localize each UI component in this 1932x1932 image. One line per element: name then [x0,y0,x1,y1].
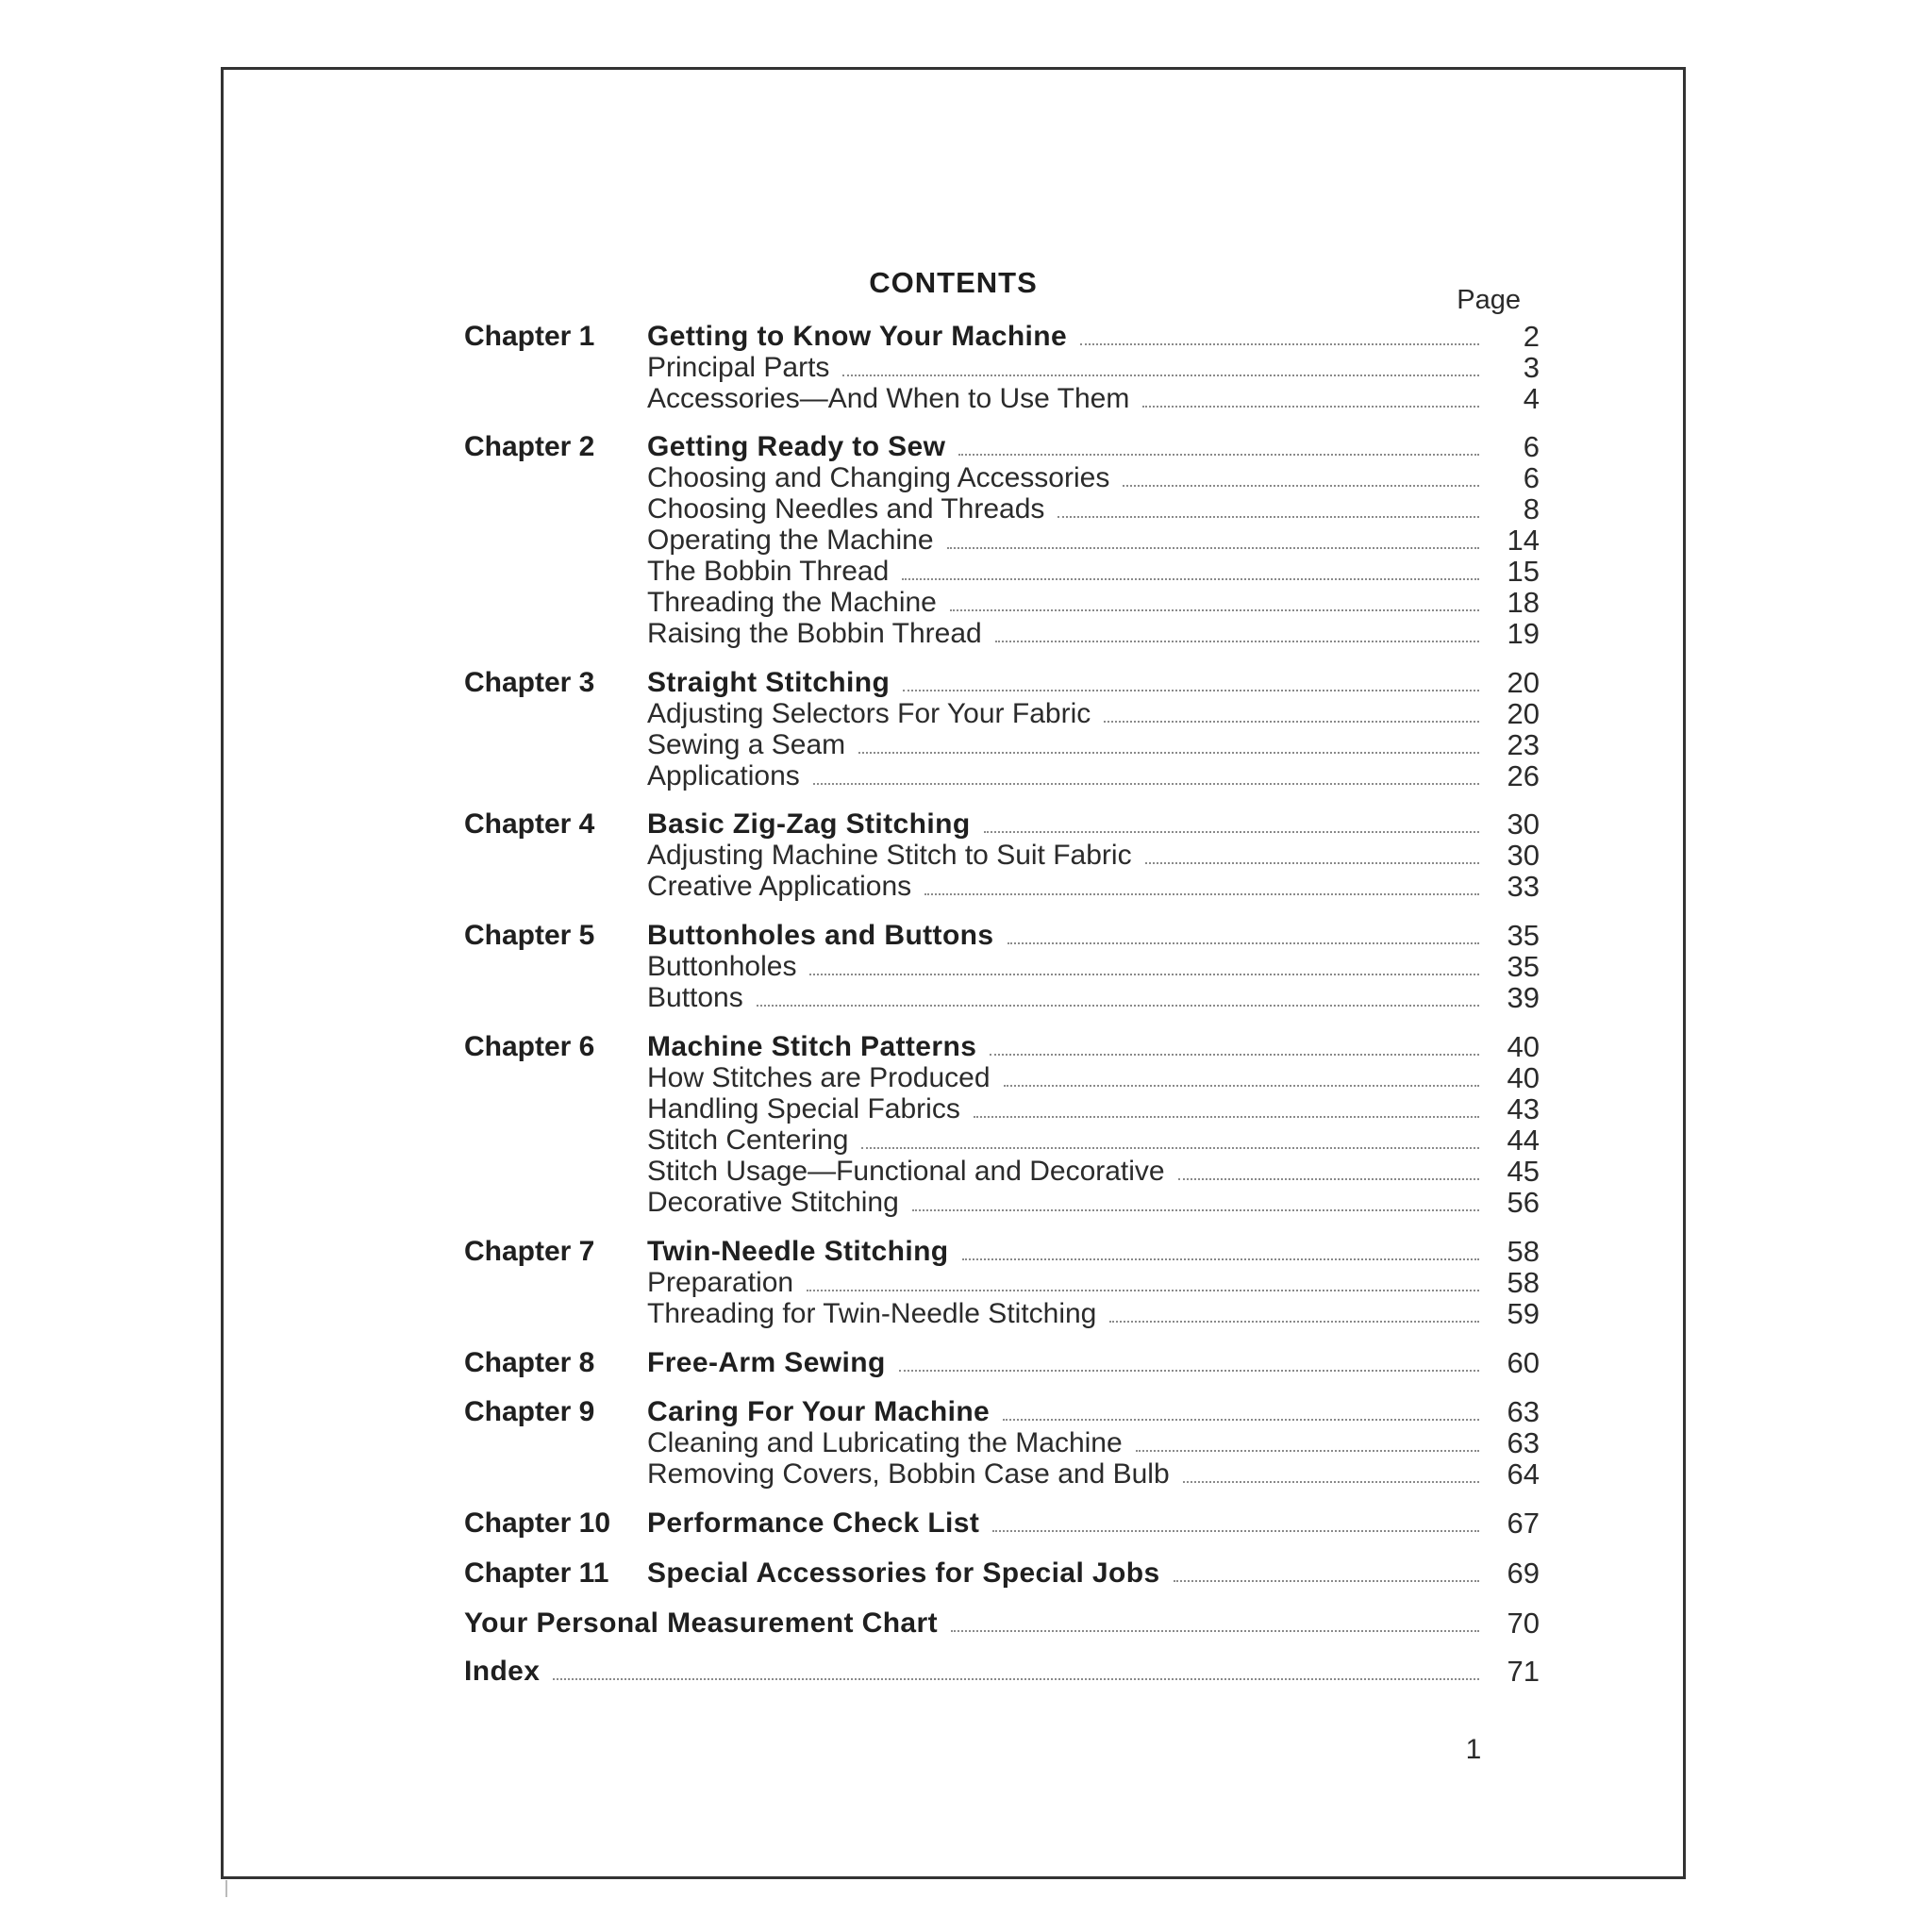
dot-leader [807,1289,1479,1291]
entry-title: Handling Special Fabrics [647,1093,960,1124]
entry-title: The Bobbin Thread [647,556,890,587]
dot-leader [1080,342,1479,345]
entry-title: Free-Arm Sewing [647,1347,886,1378]
toc-entry [464,808,1540,841]
page-ref: 60 [1507,1346,1540,1379]
dot-leader [1145,861,1479,864]
page-ref: 14 [1507,524,1540,557]
toc-subentry [464,382,1540,416]
dot-leader [1003,1418,1479,1421]
page-ref: 4 [1523,382,1540,415]
toc-subentry [464,1061,1540,1095]
toc-entry [464,1395,1540,1429]
dot-leader [553,1677,1479,1680]
chapter-label: Chapter 10 [464,1507,611,1539]
toc-entry [464,1507,1540,1541]
entry-title: Adjusting Machine Stitch to Suit Fabric [647,840,1132,871]
page-ref: 71 [1507,1655,1540,1688]
toc-subentry [464,839,1540,873]
chapter-label: Chapter 2 [464,431,595,462]
dot-leader [951,1629,1479,1632]
toc-subentry [464,492,1540,526]
page-ref: 20 [1507,666,1540,699]
chapter-label: Chapter 7 [464,1236,595,1267]
page-ref: 58 [1507,1266,1540,1299]
toc-entry [464,666,1540,700]
dot-leader [1183,1480,1479,1483]
toc-subentry [464,524,1540,558]
dot-leader [1123,484,1479,487]
toc-entry [464,1346,1540,1380]
dot-leader [861,1146,1479,1149]
entry-title: Creative Applications [647,871,912,902]
dot-leader [813,782,1479,785]
toc-subentry [464,351,1540,385]
page-ref: 33 [1507,870,1540,903]
dot-leader [974,1115,1479,1118]
entry-title: Raising the Bobbin Thread [647,618,982,649]
dot-leader [842,374,1479,376]
entry-title: Accessories—And When to Use Them [647,383,1130,414]
toc-entry [464,1607,1540,1641]
dot-leader [1136,1449,1479,1452]
page-ref: 35 [1507,950,1540,983]
chapter-label: Chapter 9 [464,1396,595,1427]
entry-title: Special Accessories for Special Jobs [647,1557,1160,1589]
dot-leader [902,577,1479,580]
toc-subentry [464,617,1540,651]
entry-title: Your Personal Measurement Chart [464,1607,938,1639]
dot-leader [958,453,1479,456]
dot-leader [924,892,1479,895]
toc-subentry [464,1186,1540,1220]
page-ref: 43 [1507,1092,1540,1125]
entry-title: Threading the Machine [647,587,937,618]
dot-leader [757,1004,1479,1007]
entry-title: Sewing a Seam [647,729,846,760]
entry-title: Buttons [647,982,743,1013]
toc-subentry [464,981,1540,1015]
entry-title: Caring For Your Machine [647,1396,991,1427]
page-ref: 40 [1507,1061,1540,1094]
toc-entry [464,320,1540,354]
page-ref: 20 [1507,697,1540,730]
page-ref: 8 [1523,492,1540,525]
entry-title: Choosing and Changing Accessories [647,462,1110,493]
toc-subentry [464,461,1540,495]
page-ref: 2 [1523,320,1540,353]
page-ref: 6 [1523,461,1540,494]
dot-leader [1142,405,1479,408]
dot-leader [1174,1579,1479,1582]
toc-subentry [464,759,1540,793]
dot-leader [992,1529,1479,1532]
toc-subentry [464,555,1540,589]
entry-title: Machine Stitch Patterns [647,1031,977,1062]
page-ref: 59 [1507,1297,1540,1330]
toc-entry [464,1557,1540,1591]
scan-mark [225,1880,227,1897]
toc-subentry [464,728,1540,762]
chapter-label: Chapter 11 [464,1557,609,1589]
entry-title: Adjusting Selectors For Your Fabric [647,698,1091,729]
entry-title: Choosing Needles and Threads [647,493,1045,525]
chapter-label: Chapter 3 [464,667,595,698]
toc-subentry [464,1457,1540,1491]
page-ref: 44 [1507,1124,1540,1157]
entry-title: Operating the Machine [647,525,934,556]
entry-title: Applications [647,760,800,791]
dot-leader [809,973,1479,975]
dot-leader [1104,720,1479,723]
page-ref: 35 [1507,919,1540,952]
toc-subentry [464,1426,1540,1460]
page-ref: 58 [1507,1235,1540,1268]
toc-subentry [464,870,1540,904]
page-ref: 45 [1507,1155,1540,1188]
toc-entry [464,1655,1540,1689]
dot-leader [903,689,1479,691]
dot-leader [899,1369,1479,1372]
toc-subentry [464,1124,1540,1158]
toc-subentry [464,1155,1540,1189]
toc-subentry [464,1297,1540,1331]
page-ref: 26 [1507,759,1540,792]
page-ref: 63 [1507,1395,1540,1428]
page-ref: 67 [1507,1507,1540,1540]
page-ref: 64 [1507,1457,1540,1491]
toc-entry [464,1030,1540,1064]
entry-title: Buttonholes [647,951,797,982]
toc-entry [464,1235,1540,1269]
table-of-contents [224,70,1683,1876]
entry-title: Stitch Centering [647,1124,849,1156]
chapter-label: Chapter 5 [464,920,595,951]
entry-title: Removing Covers, Bobbin Case and Bulb [647,1458,1170,1490]
dot-leader [1004,1084,1479,1087]
page-ref: 23 [1507,728,1540,761]
toc-subentry [464,586,1540,620]
chapter-label: Chapter 4 [464,808,595,840]
dot-leader [1178,1177,1479,1180]
entry-title: Principal Parts [647,352,830,383]
entry-title: Performance Check List [647,1507,980,1539]
entry-title: Getting Ready to Sew [647,431,946,462]
entry-title: Index [464,1656,541,1687]
page-title: CONTENTS [869,266,1038,299]
dot-leader [912,1208,1479,1211]
page-column-label: Page [1457,285,1521,315]
entry-title: Preparation [647,1267,794,1298]
page-ref: 6 [1523,430,1540,463]
page-ref: 56 [1507,1186,1540,1219]
page-ref: 30 [1507,839,1540,872]
entry-title: Twin-Needle Stitching [647,1236,949,1267]
entry-title: Basic Zig-Zag Stitching [647,808,971,840]
page-ref: 3 [1523,351,1540,384]
page-ref: 39 [1507,981,1540,1014]
page-ref: 70 [1507,1607,1540,1640]
document-page [221,67,1686,1879]
dot-leader [950,608,1479,611]
dot-leader [995,640,1479,642]
dot-leader [984,830,1479,833]
page-ref: 15 [1507,555,1540,588]
page-number: 1 [1465,1734,1482,1765]
dot-leader [990,1053,1479,1056]
dot-leader [1058,515,1479,518]
dot-leader [947,546,1479,549]
entry-title: How Stitches are Produced [647,1062,991,1093]
chapter-label: Chapter 8 [464,1347,595,1378]
entry-title: Threading for Twin-Needle Stitching [647,1298,1097,1329]
page-ref: 63 [1507,1426,1540,1459]
entry-title: Decorative Stitching [647,1187,899,1218]
toc-subentry [464,1092,1540,1126]
toc-entry [464,919,1540,953]
toc-subentry [464,1266,1540,1300]
toc-entry [464,430,1540,464]
dot-leader [858,751,1479,754]
chapter-label: Chapter 6 [464,1031,595,1062]
page-ref: 40 [1507,1030,1540,1063]
entry-title: Stitch Usage—Functional and Decorative [647,1156,1165,1187]
page-ref: 19 [1507,617,1540,650]
entry-title: Straight Stitching [647,667,891,698]
page-ref: 30 [1507,808,1540,841]
dot-leader [962,1257,1479,1260]
page-ref: 69 [1507,1557,1540,1590]
entry-title: Buttonholes and Buttons [647,920,994,951]
toc-subentry [464,697,1540,731]
dot-leader [1109,1320,1479,1323]
chapter-label: Chapter 1 [464,321,595,352]
entry-title: Getting to Know Your Machine [647,321,1068,352]
page-ref: 18 [1507,586,1540,619]
entry-title: Cleaning and Lubricating the Machine [647,1427,1123,1458]
toc-subentry [464,950,1540,984]
dot-leader [1008,941,1480,944]
